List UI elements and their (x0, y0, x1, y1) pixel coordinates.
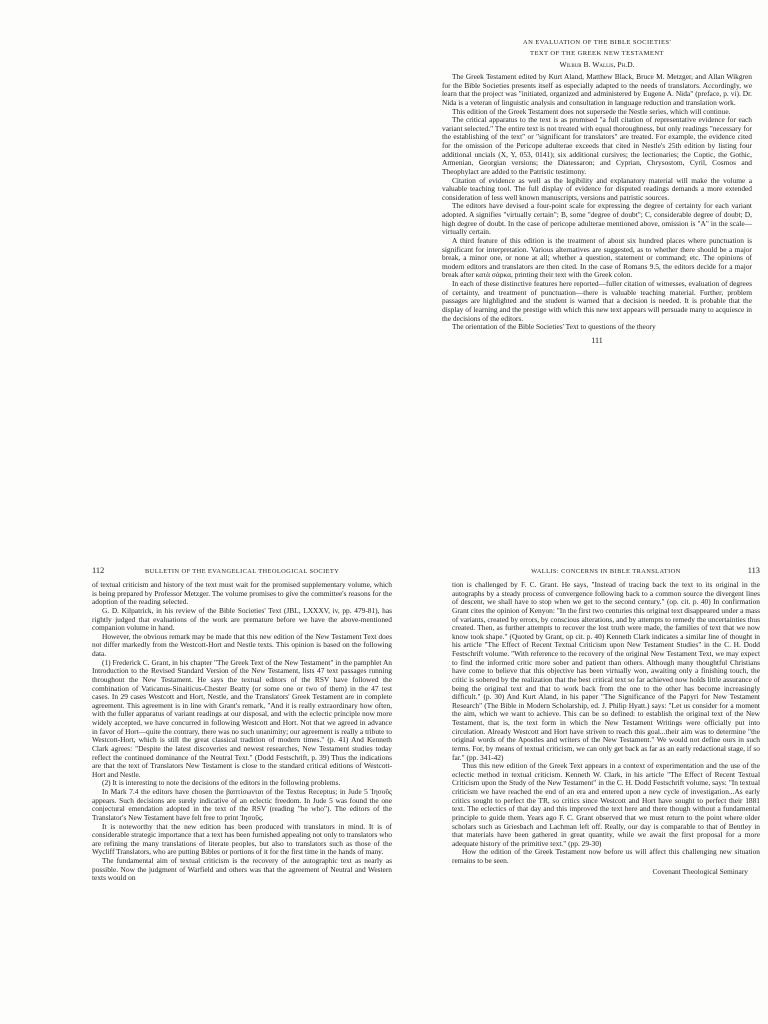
paragraph: (1) Frederick C. Grant, in his chapter "The Greek Text of the New Testament" in the pamphlet An Introduction to the Revised Standard Version of the New Testament, lists 47 text passages running throughout the New Testament. He says the textual editors of the RSV have followed the combination of Vaticanus-Sinaiticus-Chester Beatty (or some one or two of them) in the 47 test cases. In 29 cases Westcott and Hort, Nestle, and the Translators' Greek Testament are in complete agreement. This agreement is in line with Grant's remark, "And it is really extraordinary how often, with the fuller apparatus of variant readings at our disposal, and with the eclectic principle now more widely accepted, we have concurred in following Westcott and Hort. Not that we agreed in advance in favor of Hort—quite the contrary, there was no such unanimity; our agreement is really a tribute to Westcott-Hort, which is still the great classical tradition of modern times." (p. 41) And Kenneth Clark agrees: "Despite the latest discoveries and newest researches, New Testament studies today reflect the continued dominance of the Neutral Text." (Dodd Festschrift, p. 39) Thus the indications are that the text of Translators New Testament is close to the standard critical editions of Westcott-Hort and Nestle. (92, 657, 392, 779)
paragraph: Thus this new edition of the Greek Text appears in a context of experimentation and the use of the eclectic method in textual criticism. Kenneth W. Clark, in his article "The Effect of Recent Textual Criticism upon the Study of the New Testament" in the C. H. Dodd Festschrift volume, says: "In textual criticism we have reached the end of an era and entered upon a new cycle of investigation...As early critics sought to perfect the TR, so critics since Westcott and Hort have sought to perfect their 1881 text. The eclectics of that day and this improved the text here and there though without a fundamental principle to guide them. Years ago F. C. Grant observed that we must return to the point where older scholars such as Griesbach and Lachman left off. Really, our day is comparable to that of Bentley in that materials have been gathered in great quantity, while we await the first proposal for a more adequate history of the primitive text." (pp. 29-30) (452, 761, 760, 848)
page-112 (92, 566, 392, 1024)
paragraph: of textual criticism and history of the text must wait for the promised supplementary volume, which is being prepared by Professor Metzger. The volume promises to give the committee's reasons for the adoption of the reading selected. (92, 580, 392, 607)
affiliation: Covenant Theological Seminary (652, 866, 748, 876)
paragraph: In each of these distinctive features here reported—fuller citation of witnesses, evaluation of degrees of certainty, and treatment of punctuation—there is valuable teaching material. Further, problem passages are highlighted and the student is warned that a decision is needed. It is probable that the display of learning and the prestige with which this new text appears will persuade many to acquiesce in the decisions of the editors. (442, 279, 752, 323)
paragraph: Citation of evidence as well as the legibility and explanatory material will make the volume a valuable teaching tool. The full display of evidence for disputed readings demands a more extended consideration of less well known manuscripts, versions and patristic sources. (442, 175, 752, 202)
paragraph: However, the obvious remark may be made that this new edition of the New Testament Text does not differ markedly from the Westcott-Hort and Nestle texts. This opinion is based on the following data. (92, 631, 392, 658)
page-113 (452, 566, 760, 1024)
article-title (442, 38, 752, 59)
paragraph: The editors have devised a four-point scale for expressing the degree of certainty for each variant adopted. A signifies "virtually certain"; B, some "degree of doubt"; C, considerable degree of doubt; D, high degree of doubt. In the case of pericope adulterae mentioned above, omission is "A" in the scale—virtually certain. (442, 201, 752, 237)
title-line-1: AN EVALUATION OF THE BIBLE SOCIETIES' (522, 39, 672, 46)
paragraph: In Mark 7.4 the editors have chosen the βαπτίσωνται of the Textus Receptus; in Jude 5 Ἰησοῦς appears. Such decisions are surely indicative of an eclectic freedom. In Jude 5 was found the one conjectural emendation adopted in the text of the RSV (reading "he who"). The editors of the Translator's New Testament have felt free to print Ἰησοῦς. (92, 787, 392, 822)
paragraph: The fundamental aim of textual criticism is the recovery of the autographic text as nearly as possible. Now the judgment of Warfield and others was that the agreement of Neutral and Western texts would on (92, 856, 392, 883)
page-number: 112 (92, 566, 105, 575)
paragraph: How the edition of the Greek Testament now before us will affect this challenging new situation remains to be seen. (452, 847, 760, 865)
author-byline: Wilbur B. Wallis, Ph.D. (559, 60, 635, 69)
title-line-2: TEXT OF THE GREEK NEW TESTAMENT (530, 49, 664, 57)
paragraph: G. D. Kilpatrick, in his review of the Bible Societies' Text (JBL, LXXXV, iv, pp. 479-81), has rightly judged that evaluations of the work are premature before we have the above-mentioned companion volume in hand. (92, 605, 392, 633)
page-number: 113 (747, 566, 760, 575)
page-number: 111 (591, 335, 603, 345)
article-body (452, 581, 760, 866)
paragraph: A third feature of this edition is the treatment of about six hundred places where punctuation is significant for interpretation. Various alternatives are suggested, as to whether there should be a major break, a minor one, or none at all; whether a question, statement or command; etc. The opinions of modern editors and translators are then cited. In the case of Romans 9.5, the editors decide for a major break after κατὰ σάρκα, printing their text with the Greek colon. (442, 235, 752, 280)
paragraph: The Greek Testament edited by Kurt Aland, Matthew Black, Bruce M. Metzger, and Allan Wikgren for the Bible Societies presents itself as especially adapted to the needs of translators. Accordingly, we learn that the project was "initiated, organized and administered by Eugene A. Nida" (preface, p. vi). Dr. Nida is a veteran of linguistic analysis and consultation in language reduction and translation work. (442, 72, 752, 107)
article-short-title: WALLIS: CONCERNS IN BIBLE TRANSLATION (531, 568, 681, 575)
article-body (92, 581, 392, 883)
running-head (92, 566, 392, 575)
paragraph: (2) It is interesting to note the decisions of the editors in the following problems. (102, 778, 341, 788)
page-111 (442, 38, 752, 498)
paragraph: This edition of the Greek Testament does not supersede the Nestle series, which will continue. (452, 106, 731, 116)
paragraph: The critical apparatus to the text is as promised "a full citation of representative evidence for each variant selected." The entire text is not treated with equal thoroughness, but only readings "necessary for the establishing of the text" or "significant for translators" are treated. For example, the evidence cited for the omission of the Pericope adulterae exceeds that cited in Nestle's 25th edition by listing four additional uncials (X, Y, 053, 0141); six additional cursives; the lectionaries; the Coptic, the Gothic, Armenian, Georgian versions; the Diatessaron; and Cyprian, Chrysostom, Cyril, Cosmos and Theophylact are added to the Patristic testimony. (442, 115, 752, 176)
paragraph: It is noteworthy that the new edition has been produced with translators in mind. It is of considerable strategic importance that a text has been furnished appealing not only to translators who are refining the many translations of literate peoples, but also to translators such as those of the Wycliff Translators, who are putting Bibles or portions of it for the first time in the hands of many. (92, 821, 392, 857)
article-body (442, 73, 752, 332)
paragraph: tion is challenged by F. C. Grant. He says, "Instead of tracing back the text to its original in the autographs by a steady process of convergence following back to a common source the divergent lines of descent, we shall have to stop when we get to the second century." (op. cit. p. 40) In confirmation Grant cites the opinion of Kenyon: "In the first two centuries this original text disappeared under a mass of variants, created by errors, by conscious alterations, and by attempts to remedy the uncertainties thus created. Then, as further attempts to recover the lost truth were made, the families of text that we now know took shape." (Quoted by Grant, op cit. p. 40) Kenneth Clark indicates a similar line of thought in his article "The Effect of Recent Textual Criticism upon New Testament Studies" in the C. H. Dodd Festschrift volume. "With reference to the recovery of the original New Testament Text, we may expect to find the informed critic more sober and patient than others. Although many thoughtful Christians have come to believe that this objective has been virtually won, awaiting only a finishing touch, the critic is sobered by the realization that the best critical text so far achieved now holds little assurance of being the original text and that to work back from the one to the other has become increasingly difficult." (p. 30) And Kurt Aland, in his paper "The Significance of the Papyri for New Testament Research" (The Bible in Modern Scholarship, ed. J. Philip Hyatt.) says: "Let us consider for a moment the aim, which we want to achieve. This can be so defined: to establish the original text of the New Testament, that is, the text form in which the New Testament Writings were officially put into circulation. Already Westcott and Hort have striven to reach this goal...their aim was to determine "the original words of the Apostles and writers of the New Testament." We would not define ours in such terms. For, by means of textual criticism, we can only get back as far as an early redactional stage, if so far." (pp. 341-42) (452, 580, 760, 762)
journal-title: BULLETIN OF THE EVANGELICAL THEOLOGICAL SOCIETY (145, 568, 340, 575)
paragraph: The orientation of the Bible Societies' Text to questions of the theory (452, 322, 656, 332)
running-head (452, 566, 760, 575)
